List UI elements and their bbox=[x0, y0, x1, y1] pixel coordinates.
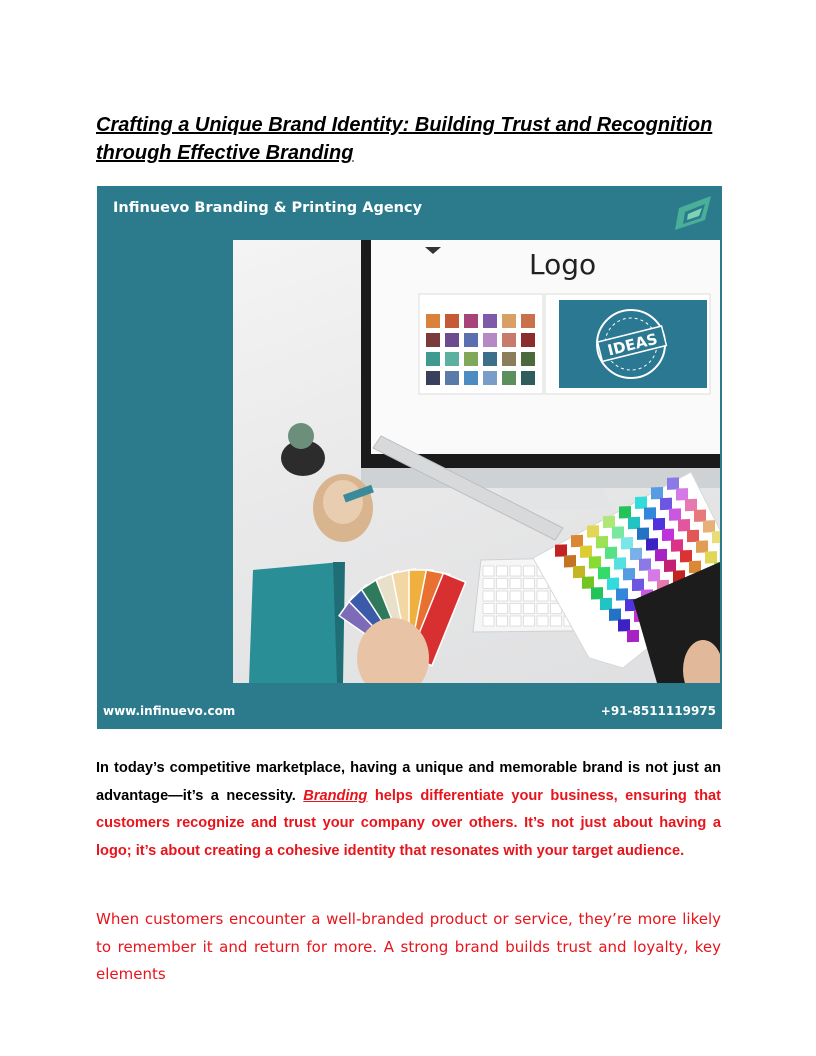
banner-image bbox=[97, 186, 722, 729]
intro-text: In today’s competitive marketplace, having a unique and memorable brand is not just an advantage—it’s a necessity. bbox=[96, 760, 721, 804]
body-paragraph: When customers encounter a well-branded product or service, they’re more likely to remember it and return for more. A strong brand builds trust and loyalty, key elements bbox=[96, 910, 721, 983]
intro-paragraph bbox=[96, 755, 721, 865]
banner-website: www.infinuevo.com bbox=[103, 704, 236, 718]
document-title: Crafting a Unique Brand Identity: Building Trust and Recognition through Effective Branding bbox=[96, 114, 713, 164]
branding-workspace-photo bbox=[233, 240, 720, 683]
brand-mark-icon bbox=[675, 194, 715, 232]
banner-phone: +91-8511119975 bbox=[600, 704, 716, 718]
screen-logo-text: Logo bbox=[529, 248, 597, 281]
intro-highlight-text: helps differentiate your business, ensuring that customers recognize and trust your company over others. It’s not just about having a logo; it’s about creating a cohesive identity that resonates with your target audience. bbox=[96, 787, 722, 859]
branding-link[interactable]: Branding bbox=[303, 787, 368, 804]
ideas-badge-text: IDEAS bbox=[605, 329, 660, 360]
banner-heading: Infinuevo Branding & Printing Agency bbox=[113, 200, 423, 216]
